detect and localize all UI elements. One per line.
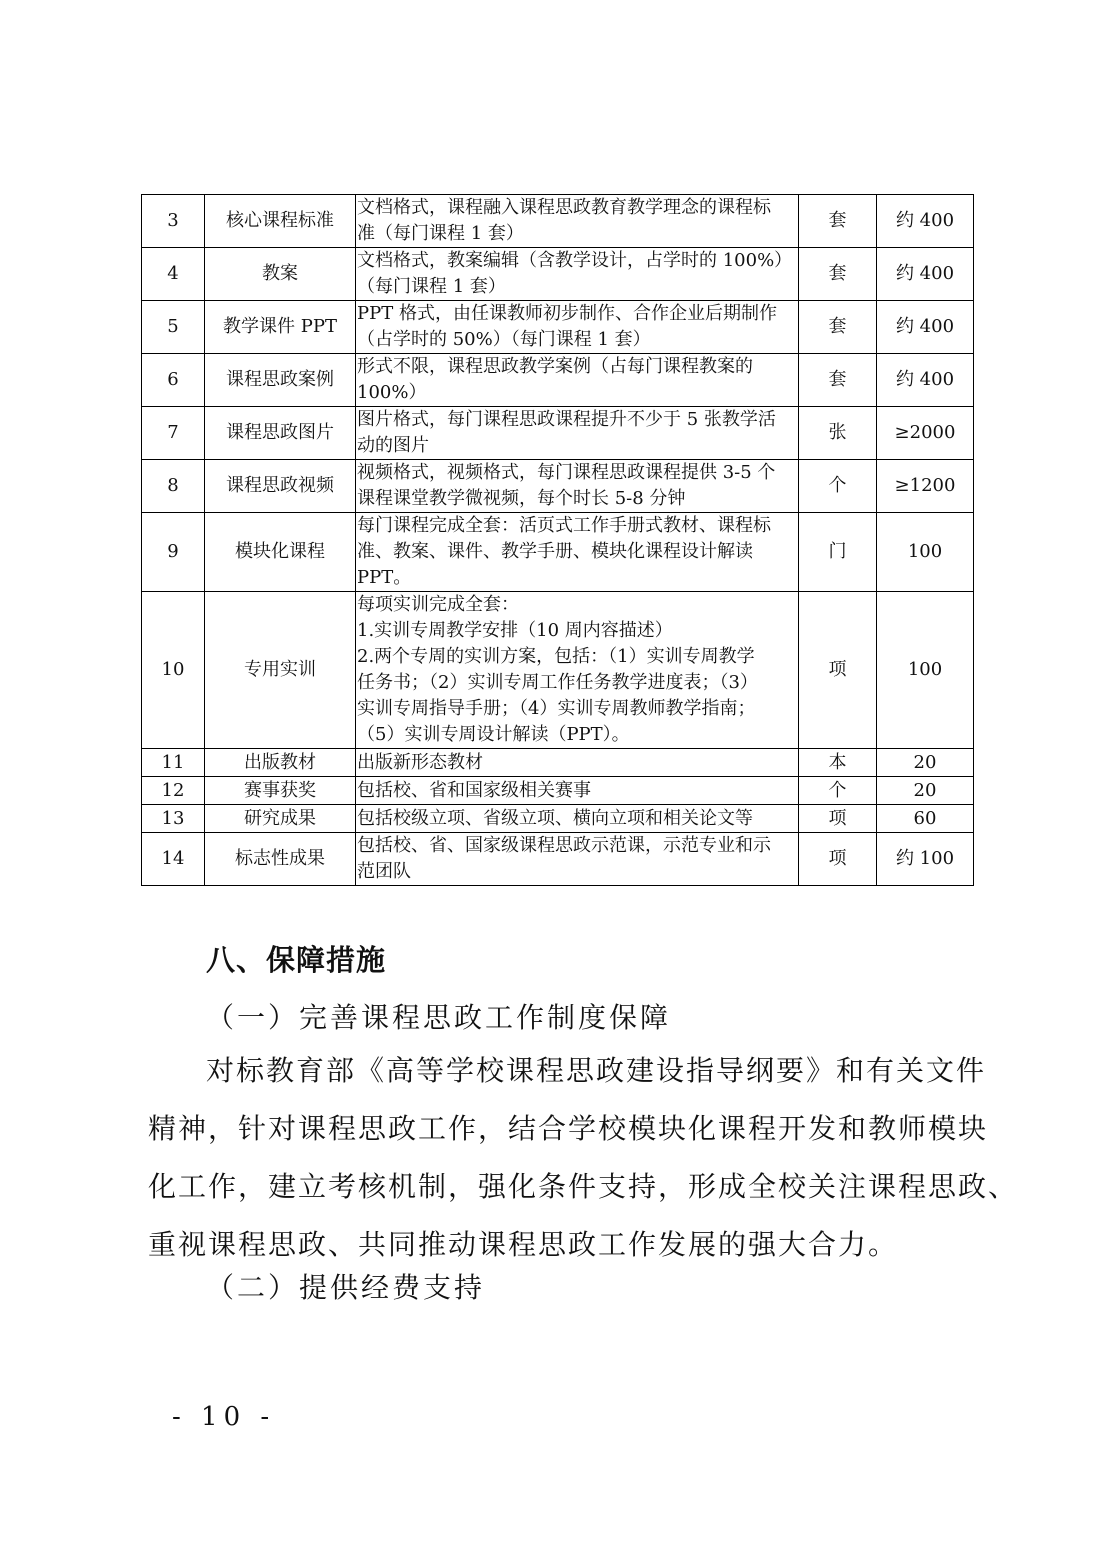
table-row [142, 407, 974, 460]
item-description [356, 460, 799, 513]
table-row [142, 354, 974, 407]
description-line: 包括校、省、国家级课程思政示范课，示范专业和示 [357, 835, 771, 856]
table-row [142, 513, 974, 592]
row-number: 3 [142, 195, 205, 248]
item-description [356, 805, 799, 833]
description-line: 2.两个专周的实训方案，包括：（1）实训专周教学 [357, 646, 755, 667]
table-row [142, 777, 974, 805]
item-unit: 个 [799, 777, 877, 805]
table-row [142, 460, 974, 513]
item-quantity: 60 [877, 805, 974, 833]
row-number: 12 [142, 777, 205, 805]
description-line: 包括校、省和国家级相关赛事 [357, 779, 591, 801]
item-description [356, 833, 799, 886]
paragraph-line: 重视课程思政、共同推动课程思政工作发展的强大合力。 [148, 1228, 899, 1261]
description-line: （每门课程 1 套） [357, 276, 506, 297]
item-name: 课程思政案例 [205, 354, 356, 407]
description-line: 视频格式，视频格式，每门课程思政课程提供 3-5 个 [357, 462, 776, 483]
item-quantity: 20 [877, 749, 974, 777]
item-unit: 项 [799, 833, 877, 886]
page-number: - 10 - [172, 1402, 276, 1432]
description-line: 准、教案、课件、教学手册、模块化课程设计解读 [357, 541, 753, 562]
table-row [142, 805, 974, 833]
description-line: PPT。 [357, 567, 412, 588]
description-line: 100%） [357, 382, 427, 403]
item-description [356, 749, 799, 777]
item-quantity: ≥1200 [877, 460, 974, 513]
item-description [356, 354, 799, 407]
description-line: 出版新形态教材 [357, 751, 483, 773]
description-line: 每门课程完成全套：活页式工作手册式教材、课程标 [357, 515, 771, 536]
item-name: 模块化课程 [205, 513, 356, 592]
item-unit: 本 [799, 749, 877, 777]
description-line: 范团队 [357, 861, 411, 882]
description-line: 形式不限，课程思政教学案例（占每门课程教案的 [357, 356, 753, 377]
row-number: 10 [142, 592, 205, 749]
item-unit: 项 [799, 592, 877, 749]
item-name: 核心课程标准 [205, 195, 356, 248]
item-quantity: 约 400 [877, 301, 974, 354]
item-name: 课程思政视频 [205, 460, 356, 513]
item-quantity: ≥2000 [877, 407, 974, 460]
paragraph-line: 对标教育部《高等学校课程思政建设指导纲要》和有关文件 [206, 1054, 987, 1087]
item-name: 赛事获奖 [205, 777, 356, 805]
description-line: 文档格式，课程融入课程思政教育教学理念的课程标 [357, 197, 771, 218]
item-name: 教学课件 PPT [205, 301, 356, 354]
paragraph-line: 化工作，建立考核机制，强化条件支持，形成全校关注课程思政、 [148, 1170, 1019, 1203]
item-name: 专用实训 [205, 592, 356, 749]
item-unit: 个 [799, 460, 877, 513]
paragraph-1 [148, 1042, 1019, 1274]
item-unit: 套 [799, 195, 877, 248]
description-line: 每项实训完成全套： [357, 594, 519, 615]
subheading-1: （一）完善课程思政工作制度保障 [206, 1001, 672, 1034]
item-description [356, 513, 799, 592]
item-name: 研究成果 [205, 805, 356, 833]
item-description [356, 777, 799, 805]
row-number: 8 [142, 460, 205, 513]
description-line: 包括校级立项、省级立项、横向立项和相关论文等 [357, 807, 753, 829]
description-line: 1.实训专周教学安排（10 周内容描述） [357, 620, 673, 641]
description-line: （占学时的 50%）（每门课程 1 套） [357, 329, 651, 350]
item-quantity: 约 400 [877, 248, 974, 301]
item-name: 课程思政图片 [205, 407, 356, 460]
item-description [356, 301, 799, 354]
row-number: 13 [142, 805, 205, 833]
description-line: 任务书；（2）实训专周工作任务教学进度表；（3） [357, 672, 758, 693]
item-unit: 门 [799, 513, 877, 592]
item-name: 标志性成果 [205, 833, 356, 886]
description-line: PPT 格式，由任课教师初步制作、合作企业后期制作 [357, 303, 777, 324]
item-name: 出版教材 [205, 749, 356, 777]
item-unit: 张 [799, 407, 877, 460]
item-unit: 项 [799, 805, 877, 833]
item-unit: 套 [799, 248, 877, 301]
item-quantity: 约 100 [877, 833, 974, 886]
item-description [356, 592, 799, 749]
description-line: 准（每门课程 1 套） [357, 223, 524, 244]
item-unit: 套 [799, 301, 877, 354]
description-line: 课程课堂教学微视频，每个时长 5-8 分钟 [357, 488, 686, 509]
item-quantity: 100 [877, 513, 974, 592]
paragraph-line: 精神，针对课程思政工作，结合学校模块化课程开发和教师模块 [148, 1112, 989, 1145]
row-number: 4 [142, 248, 205, 301]
section-heading: 八、保障措施 [206, 943, 387, 977]
row-number: 5 [142, 301, 205, 354]
row-number: 9 [142, 513, 205, 592]
description-line: 动的图片 [357, 435, 429, 456]
table-row [142, 195, 974, 248]
row-number: 11 [142, 749, 205, 777]
row-number: 14 [142, 833, 205, 886]
item-name: 教案 [205, 248, 356, 301]
item-description [356, 195, 799, 248]
item-description [356, 407, 799, 460]
row-number: 6 [142, 354, 205, 407]
subheading-2: （二）提供经费支持 [206, 1271, 486, 1304]
item-quantity: 100 [877, 592, 974, 749]
item-description [356, 248, 799, 301]
deliverables-table [141, 194, 974, 886]
row-number: 7 [142, 407, 205, 460]
table-row [142, 833, 974, 886]
item-quantity: 约 400 [877, 195, 974, 248]
table-row [142, 749, 974, 777]
description-line: 图片格式，每门课程思政课程提升不少于 5 张教学活 [357, 409, 776, 430]
description-line: 文档格式，教案编辑（含教学设计，占学时的 100%） [357, 250, 793, 271]
item-quantity: 20 [877, 777, 974, 805]
table-row [142, 301, 974, 354]
item-unit: 套 [799, 354, 877, 407]
table-row [142, 592, 974, 749]
item-quantity: 约 400 [877, 354, 974, 407]
table-row [142, 248, 974, 301]
description-line: （5）实训专周设计解读（PPT）。 [357, 724, 630, 745]
description-line: 实训专周指导手册；（4）实训专周教师教学指南； [357, 698, 756, 719]
